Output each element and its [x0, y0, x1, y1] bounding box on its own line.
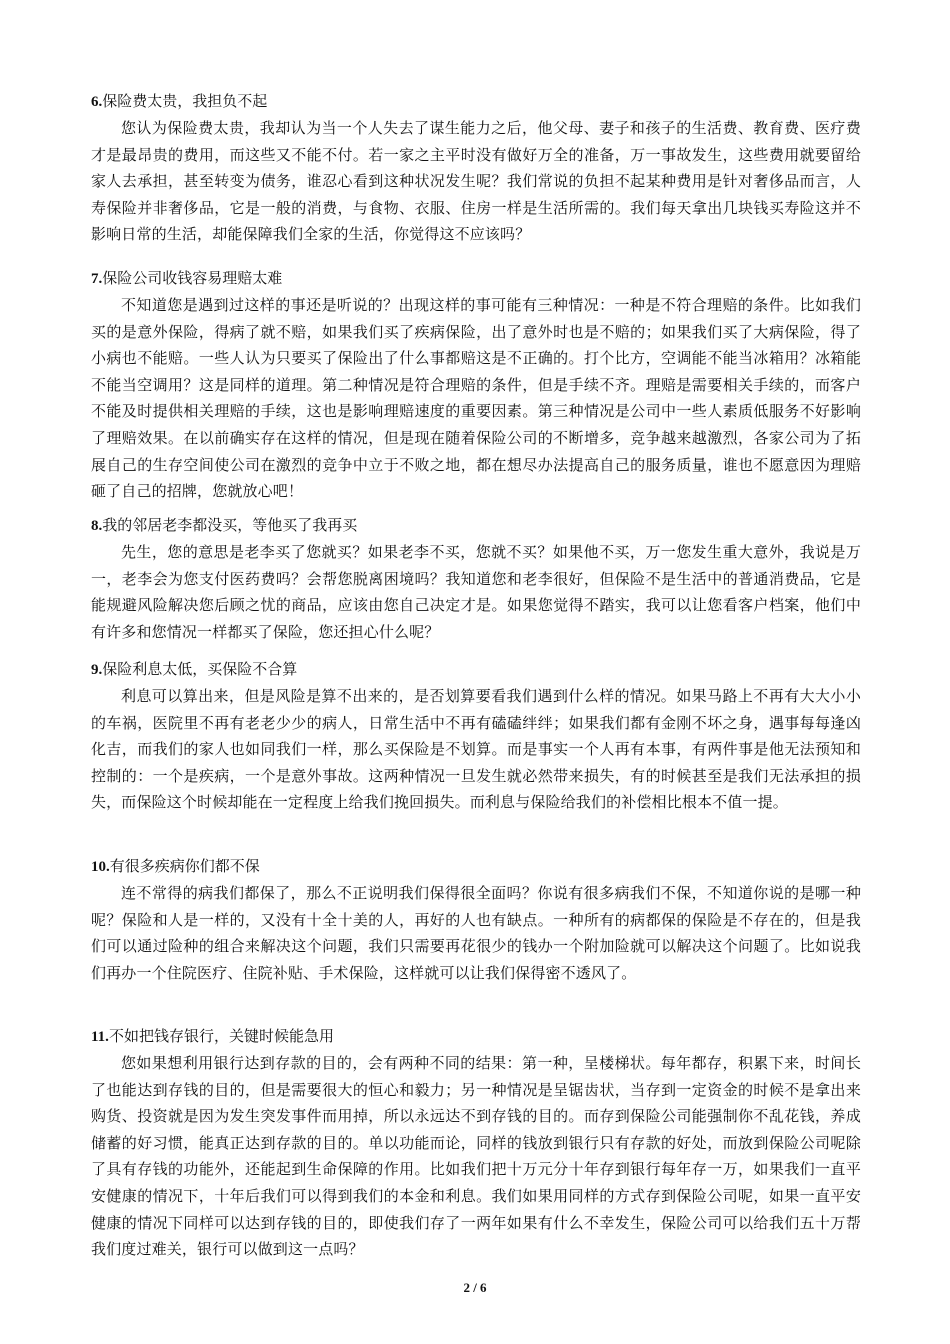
section-number: 9. — [91, 662, 103, 678]
faq-section-11 — [91, 1023, 861, 1263]
section-body: 利息可以算出来，但是风险是算不出来的，是否划算要看我们遇到什么样的情况。如果马路上不再有大大小小的车祸，医院里不再有老老少少的病人，日常生活中不再有磕磕绊绊；如果我们都有金刚不坏之身，遇事每每逢凶化吉，而我们的家人也如同我们一样，那么买保险是不划算。而是事实一个人再有本事，有两件事是他无法预知和控制的：一个是疾病，一个是意外事故。这两种情况一旦发生就必然带来损失，有的时候甚至是我们无法承担的损失，而保险这个时候却能在一定程度上给我们挽回损失。而利息与保险给我们的补偿相比根本不值一提。 — [91, 687, 861, 812]
section-number: 6. — [91, 94, 103, 110]
section-heading — [91, 656, 861, 683]
faq-section-9 — [91, 656, 861, 816]
section-heading — [91, 265, 861, 292]
section-number: 11. — [91, 1029, 109, 1045]
section-title: 我的邻居老李都没买，等他买了我再买 — [102, 516, 358, 534]
section-heading — [91, 1023, 861, 1050]
faq-section-10 — [91, 853, 861, 986]
section-body: 您认为保险费太贵，我却认为当一个人失去了谋生能力之后，他父母、妻子和孩子的生活费、教育费、医疗费才是最昂贵的费用，而这些又不能不付。若一家之主平时没有做好万全的准备，万一事故发生，这些费用就要留给家人去承担，甚至转变为债务，谁忍心看到这种状况发生呢？我们常说的负担不起某种费用是针对奢侈品而言，人寿保险并非奢侈品，它是一般的消费，与食物、衣服、住房一样是生活所需的。我们每天拿出几块钱买寿险这并不影响日常的生活，却能保障我们全家的生活，你觉得这不应该吗？ — [91, 119, 861, 244]
faq-section-7 — [91, 265, 861, 505]
section-title: 保险利息太低，买保险不合算 — [102, 660, 298, 678]
section-title: 保险费太贵，我担负不起 — [102, 92, 268, 110]
faq-section-8 — [91, 512, 861, 645]
section-body: 您如果想利用银行达到存款的目的，会有两种不同的结果：第一种，呈楼梯状。每年都存，积累下来，时间长了也能达到存钱的目的，但是需要很大的恒心和毅力；另一种情况是呈锯齿状，当存到一定资金的时候不是拿出来购货、投资就是因为发生突发事件而用掉，所以永远达不到存钱的目的。而存到保险公司能强制你不乱花钱，养成储蓄的好习惯，能真正达到存款的目的。单以功能而论，同样的钱放到银行只有存款的好处，而放到保险公司呢除了具有存钱的功能外，还能起到生命保障的作用。比如我们把十万元分十年存到银行每年存一万，如果我们一直平安健康的情况下，十年后我们可以得到我们的本金和利息。我们如果用同样的方式存到保险公司呢，如果一直平安健康的情况下同样可以达到存钱的目的，即使我们存了一两年如果有什么不幸发生，保险公司可以给我们五十万帮我们度过难关，银行可以做到这一点吗？ — [91, 1054, 861, 1259]
section-title: 不如把钱存银行，关键时候能急用 — [108, 1027, 334, 1045]
section-title: 保险公司收钱容易理赔太难 — [102, 269, 283, 287]
section-body: 不知道您是遇到过这样的事还是听说的？出现这样的事可能有三种情况：一种是不符合理赔的条件。比如我们买的是意外保险，得病了就不赔，如果我们买了疾病保险，出了意外时也是不赔的；如果我们买了大病保险，得了小病也不能赔。一些人认为只要买了保险出了什么事都赔这是不正确的。打个比方，空调能不能当冰箱用？冰箱能不能当空调用？这是同样的道理。第二种情况是符合理赔的条件，但是手续不齐。理赔是需要相关手续的，而客户不能及时提供相关理赔的手续，这也是影响理赔速度的重要因素。第三种情况是公司中一些人素质低服务不好影响了理赔效果。在以前确实存在这样的情况，但是现在随着保险公司的不断增多，竞争越来越激烈，各家公司为了拓展自己的生存空间使公司在激烈的竞争中立于不败之地，都在想尽办法提高自己的服务质量，谁也不愿意因为理赔砸了自己的招牌，您就放心吧！ — [91, 296, 861, 501]
page-number: 2 / 6 — [463, 1280, 487, 1295]
section-title: 有很多疾病你们都不保 — [109, 857, 260, 875]
section-number: 8. — [91, 518, 103, 534]
section-number: 7. — [91, 271, 103, 287]
section-body: 连不常得的病我们都保了，那么不正说明我们保得很全面吗？你说有很多病我们不保，不知道你说的是哪一种呢？保险和人是一样的，又没有十全十美的人，再好的人也有缺点。一种所有的病都保的保险是不存在的，但是我们可以通过险种的组合来解决这个问题，我们只需要再花很少的钱办一个附加险就可以解决这个问题了。比如说我们再办一个住院医疗、住院补贴、手术保险，这样就可以让我们保得密不透风了。 — [91, 884, 861, 982]
section-heading — [91, 853, 861, 880]
faq-section-6 — [91, 88, 861, 248]
section-heading — [91, 512, 861, 539]
section-body: 先生，您的意思是老李买了您就买？如果老李不买，您就不买？如果他不买，万一您发生重大意外，我说是万一，老李会为您支付医药费吗？会帮您脱离困境吗？我知道您和老李很好，但保险不是生活中的普通消费品，它是能规避风险解决您后顾之忧的商品，应该由您自己决定才是。如果您觉得不踏实，我可以让您看客户档案，他们中有许多和您情况一样都买了保险，您还担心什么呢？ — [91, 543, 861, 641]
section-number: 10. — [91, 859, 110, 875]
section-heading — [91, 88, 861, 115]
